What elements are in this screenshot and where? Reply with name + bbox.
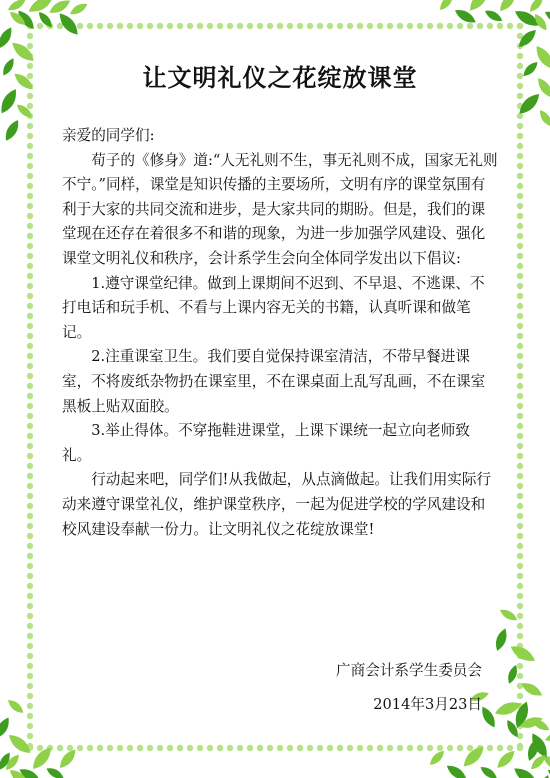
- border-dot: [27, 153, 33, 159]
- border-dot: [257, 23, 263, 29]
- border-dot: [517, 393, 523, 399]
- leaf-shape: [437, 0, 456, 12]
- border-dot: [517, 603, 523, 609]
- border-dot: [27, 723, 33, 729]
- border-dot: [27, 623, 33, 629]
- border-dot: [377, 745, 383, 751]
- border-dot: [517, 283, 523, 289]
- border-dot: [407, 23, 413, 29]
- border-dot: [27, 473, 33, 479]
- leaf-shape: [0, 25, 15, 50]
- border-dot: [27, 563, 33, 569]
- border-dot: [357, 745, 363, 751]
- border-dot: [77, 745, 83, 751]
- border-dot: [337, 23, 343, 29]
- border-dot: [27, 613, 33, 619]
- border-dot: [347, 745, 353, 751]
- border-dot: [517, 173, 523, 179]
- border-dot: [517, 573, 523, 579]
- border-dot: [517, 593, 523, 599]
- leaf-shape: [498, 607, 519, 624]
- border-dot: [27, 353, 33, 359]
- border-dot: [27, 363, 33, 369]
- border-dot: [227, 745, 233, 751]
- paragraph-intro: 荀子的《修身》道:“人无礼则不生，事无礼则不成，国家无礼则不宁。”同样，课堂是知识传播的主要场所，文明有序的课堂氛围有利于大家的共同交流和进步，是大家共同的期盼。但是，我们的课堂现在还存在着很多不和谐的现象，为进一步加强学风建设、强化课堂文明礼仪和秩序，会计系学生会向全体同学发出以下倡议:: [62, 151, 498, 267]
- border-dot: [107, 23, 113, 29]
- border-dot: [517, 453, 523, 459]
- border-dot: [27, 63, 33, 69]
- border-dot: [517, 243, 523, 249]
- border-dot: [27, 383, 33, 389]
- border-dot: [497, 23, 503, 29]
- border-dot: [27, 683, 33, 689]
- page-title: 让文明礼仪之花绽放课堂: [142, 64, 418, 92]
- border-dot: [487, 23, 493, 29]
- border-dot: [517, 223, 523, 229]
- border-dot: [27, 573, 33, 579]
- border-dot: [27, 483, 33, 489]
- border-dot: [217, 745, 223, 751]
- border-dot: [397, 23, 403, 29]
- border-dot: [397, 745, 403, 751]
- border-dot: [237, 23, 243, 29]
- border-dot: [87, 23, 93, 29]
- border-dot: [487, 745, 493, 751]
- border-dot: [27, 103, 33, 109]
- paragraph-item-1: 1.遵守课堂纪律。做到上课期间不迟到、不早退、不逃课、不打电话和玩手机、不看与上课内容无关的书籍，认真听课和做笔记。: [62, 274, 485, 341]
- border-dot: [27, 503, 33, 509]
- border-dot: [27, 523, 33, 529]
- border-dot: [517, 293, 523, 299]
- leaf-shape: [538, 774, 550, 778]
- border-dot: [327, 745, 333, 751]
- border-dot: [517, 533, 523, 539]
- border-dot: [517, 23, 523, 29]
- border-dot: [387, 745, 393, 751]
- leaf-shape: [537, 108, 550, 129]
- border-dot: [27, 263, 33, 269]
- border-dot: [197, 745, 203, 751]
- border-dot: [27, 583, 33, 589]
- border-dot: [457, 745, 463, 751]
- border-dot: [437, 23, 443, 29]
- border-dot: [157, 745, 163, 751]
- border-dot: [517, 503, 523, 509]
- border-dot: [27, 403, 33, 409]
- border-dot: [177, 745, 183, 751]
- border-dot: [27, 713, 33, 719]
- border-dot: [67, 745, 73, 751]
- border-dot: [187, 745, 193, 751]
- border-dot: [517, 83, 523, 89]
- border-dot: [517, 113, 523, 119]
- border-dot: [517, 213, 523, 219]
- border-dot: [447, 23, 453, 29]
- border-dot: [27, 323, 33, 329]
- border-dot: [27, 533, 33, 539]
- leaf-shape: [544, 730, 550, 744]
- border-dot: [517, 493, 523, 499]
- border-dot: [517, 693, 523, 699]
- border-dot: [207, 745, 213, 751]
- border-dot: [27, 703, 33, 709]
- border-dot: [27, 513, 33, 519]
- border-dot: [517, 193, 523, 199]
- leaf-shape: [521, 59, 541, 79]
- border-dot: [517, 343, 523, 349]
- border-dot: [187, 23, 193, 29]
- border-dot: [517, 313, 523, 319]
- border-dot: [367, 23, 373, 29]
- date: 2014年3月23日: [373, 696, 482, 713]
- border-dot: [117, 745, 123, 751]
- border-dot: [517, 383, 523, 389]
- border-dot: [27, 143, 33, 149]
- border-dot: [407, 745, 413, 751]
- border-dot: [517, 63, 523, 69]
- border-dot: [57, 745, 63, 751]
- border-dot: [27, 193, 33, 199]
- border-dot: [27, 633, 33, 639]
- border-dot: [517, 463, 523, 469]
- paragraph-item-2: 2.注重课室卫生。我们要自觉保持课室清洁，不带早餐进课室，不将废纸杂物扔在课室里，不在课桌面上乱写乱画，不在课室黑板上贴双面胶。: [62, 348, 486, 415]
- border-dot: [27, 253, 33, 259]
- border-dot: [27, 493, 33, 499]
- border-dot: [517, 663, 523, 669]
- leaf-shape: [460, 743, 487, 770]
- border-dot: [27, 643, 33, 649]
- border-dot: [317, 23, 323, 29]
- leaf-shape: [68, 1, 89, 18]
- border-dot: [97, 23, 103, 29]
- border-dot: [27, 303, 33, 309]
- border-dot: [227, 23, 233, 29]
- border-dot: [207, 23, 213, 29]
- border-dot: [517, 353, 523, 359]
- signature: 广商会计系学生委员会: [336, 662, 482, 679]
- border-dot: [117, 23, 123, 29]
- border-dot: [77, 23, 83, 29]
- border-dot: [307, 23, 313, 29]
- border-dot: [27, 553, 33, 559]
- border-dot: [517, 203, 523, 209]
- border-dot: [27, 243, 33, 249]
- border-dot: [457, 23, 463, 29]
- border-dot: [137, 745, 143, 751]
- border-dot: [517, 623, 523, 629]
- border-dot: [27, 213, 33, 219]
- border-dot: [217, 23, 223, 29]
- border-dot: [467, 745, 473, 751]
- border-dot: [97, 745, 103, 751]
- border-dot: [297, 745, 303, 751]
- border-dot: [517, 563, 523, 569]
- border-dot: [517, 633, 523, 639]
- border-dot: [27, 133, 33, 139]
- border-dot: [27, 233, 33, 239]
- leaf-shape: [0, 56, 17, 77]
- border-dot: [27, 603, 33, 609]
- border-dot: [517, 233, 523, 239]
- border-dot: [427, 745, 433, 751]
- salutation: 亲爱的同学们:: [62, 127, 155, 144]
- border-dot: [277, 23, 283, 29]
- border-dot: [177, 23, 183, 29]
- border-dot: [327, 23, 333, 29]
- letter-body: [62, 124, 498, 542]
- leaf-shape: [527, 0, 546, 14]
- border-dot: [517, 73, 523, 79]
- border-dot: [517, 513, 523, 519]
- border-dot: [307, 745, 313, 751]
- border-dot: [27, 433, 33, 439]
- border-dot: [517, 93, 523, 99]
- leaf-shape: [494, 748, 517, 771]
- border-dot: [27, 343, 33, 349]
- border-dot: [147, 745, 153, 751]
- leaf-shape: [0, 86, 20, 116]
- border-dot: [287, 745, 293, 751]
- border-dot: [517, 483, 523, 489]
- border-dot: [37, 745, 43, 751]
- border-dot: [27, 283, 33, 289]
- leaf-shape: [6, 697, 26, 716]
- border-dot: [37, 23, 43, 29]
- border-dot: [517, 523, 523, 529]
- border-dot: [517, 263, 523, 269]
- border-dot: [27, 593, 33, 599]
- border-dot: [387, 23, 393, 29]
- border-dot: [517, 413, 523, 419]
- signature-block: [336, 654, 482, 722]
- leaf-shape: [478, 764, 499, 778]
- border-dot: [517, 373, 523, 379]
- border-dot: [517, 403, 523, 409]
- border-dot: [417, 23, 423, 29]
- border-dot: [277, 745, 283, 751]
- border-dot: [267, 745, 273, 751]
- border-dot: [517, 53, 523, 59]
- border-dot: [127, 745, 133, 751]
- border-dot: [517, 153, 523, 159]
- border-dot: [147, 23, 153, 29]
- border-dot: [27, 43, 33, 49]
- border-dot: [517, 253, 523, 259]
- border-dot: [447, 745, 453, 751]
- border-dot: [27, 413, 33, 419]
- border-dot: [107, 745, 113, 751]
- border-dot: [27, 373, 33, 379]
- border-dot: [517, 553, 523, 559]
- border-dot: [27, 93, 33, 99]
- border-dot: [247, 745, 253, 751]
- border-dot: [517, 303, 523, 309]
- border-dot: [27, 393, 33, 399]
- border-dot: [517, 743, 523, 749]
- border-dot: [237, 745, 243, 751]
- border-dot: [517, 133, 523, 139]
- border-dot: [507, 745, 513, 751]
- border-dot: [517, 473, 523, 479]
- leaf-shape: [12, 70, 36, 92]
- leaf-shape: [2, 118, 22, 143]
- border-dot: [27, 183, 33, 189]
- border-dot: [27, 693, 33, 699]
- border-dot: [27, 173, 33, 179]
- border-dot: [517, 583, 523, 589]
- border-dot: [27, 443, 33, 449]
- border-dot: [27, 333, 33, 339]
- border-dot: [27, 463, 33, 469]
- border-dot: [27, 313, 33, 319]
- border-dot: [27, 123, 33, 129]
- border-dot: [497, 745, 503, 751]
- border-dot: [517, 733, 523, 739]
- border-dot: [27, 293, 33, 299]
- border-dot: [27, 273, 33, 279]
- border-dot: [27, 423, 33, 429]
- border-dot: [27, 543, 33, 549]
- border-dot: [347, 23, 353, 29]
- border-dot: [337, 745, 343, 751]
- border-dot: [87, 745, 93, 751]
- border-dot: [247, 23, 253, 29]
- letter-page: [62, 42, 498, 732]
- border-dot: [287, 23, 293, 29]
- border-dot: [127, 23, 133, 29]
- border-dot: [27, 663, 33, 669]
- border-dot: [257, 745, 263, 751]
- border-dot: [27, 653, 33, 659]
- border-dot: [517, 123, 523, 129]
- border-dot: [517, 323, 523, 329]
- border-dot: [27, 163, 33, 169]
- border-dot: [517, 423, 523, 429]
- border-dot: [27, 453, 33, 459]
- border-dot: [367, 745, 373, 751]
- border-dot: [517, 613, 523, 619]
- border-dot: [27, 73, 33, 79]
- paragraph-item-3: 3.举止得体。不穿拖鞋进课堂，上课下课统一起立向老师致礼。: [62, 422, 470, 464]
- border-dot: [437, 745, 443, 751]
- border-dot: [427, 23, 433, 29]
- border-dot: [27, 733, 33, 739]
- border-dot: [517, 363, 523, 369]
- border-dot: [517, 333, 523, 339]
- border-dot: [27, 33, 33, 39]
- border-dot: [517, 183, 523, 189]
- border-dot: [297, 23, 303, 29]
- border-dot: [517, 543, 523, 549]
- border-dot: [507, 23, 513, 29]
- border-dot: [477, 23, 483, 29]
- border-dot: [357, 23, 363, 29]
- border-dot: [137, 23, 143, 29]
- border-dot: [517, 143, 523, 149]
- border-dot: [377, 23, 383, 29]
- border-dot: [27, 223, 33, 229]
- border-dot: [517, 673, 523, 679]
- border-dot: [167, 23, 173, 29]
- leaf-shape: [453, 6, 478, 26]
- border-dot: [197, 23, 203, 29]
- border-dot: [167, 745, 173, 751]
- border-dot: [517, 443, 523, 449]
- border-dot: [267, 23, 273, 29]
- border-dot: [517, 163, 523, 169]
- border-dot: [517, 433, 523, 439]
- border-dot: [317, 745, 323, 751]
- border-dot: [467, 23, 473, 29]
- leaf-shape: [6, 0, 27, 13]
- border-dot: [517, 273, 523, 279]
- paragraph-closing: 行动起来吧，同学们!从我做起，从点滴做起。让我们用实际行动来遵守课堂礼仪，维护课堂秩序，一起为促进学校的学风建设和校风建设奉献一份力。让文明礼仪之花绽放课堂!: [62, 471, 492, 538]
- border-dot: [27, 673, 33, 679]
- border-dot: [157, 23, 163, 29]
- border-dot: [417, 745, 423, 751]
- border-dot: [27, 203, 33, 209]
